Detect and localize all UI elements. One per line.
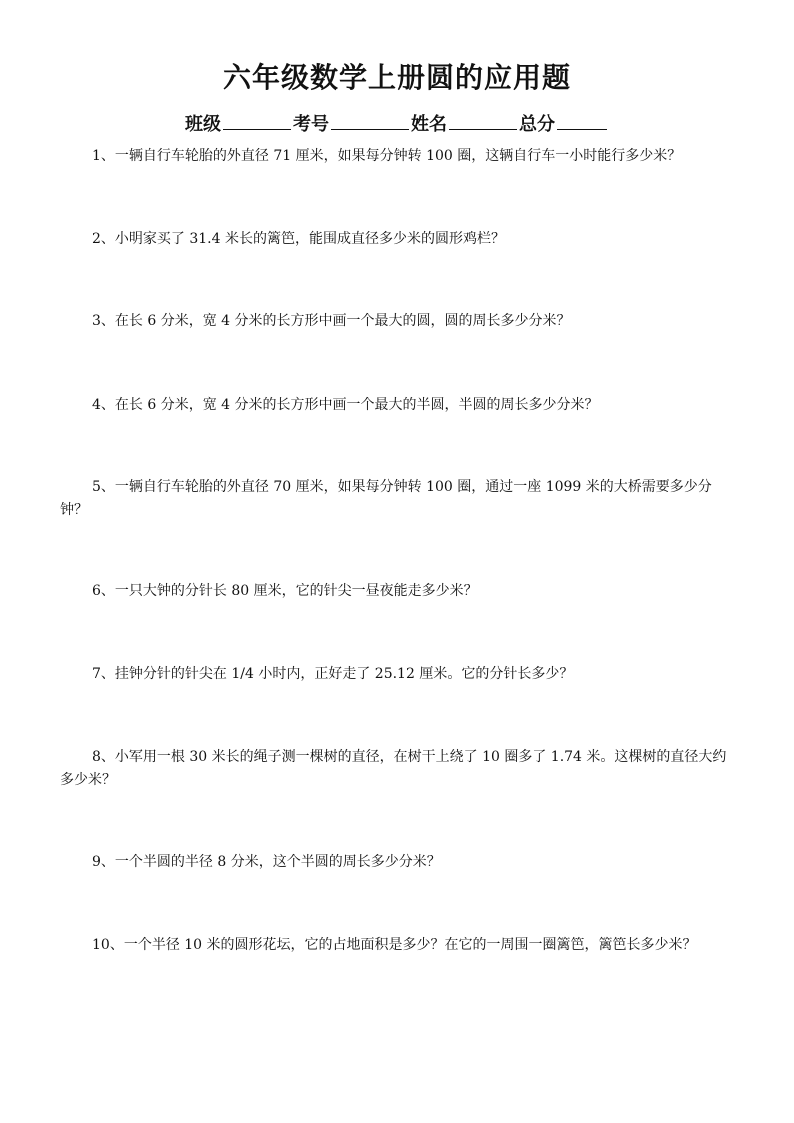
question-4: 4、在长 6 分米，宽 4 分米的长方形中画一个最大的半圆，半圆的周长多少分米？ [92,397,599,413]
class-blank[interactable] [223,111,291,130]
question-1: 1、一辆自行车轮胎的外直径 71 厘米，如果每分钟转 100 圈，这辆自行车一小时能行多少米？ [92,148,682,164]
score-blank[interactable] [557,111,607,130]
name-label: 姓名 [411,114,447,135]
exam-number-label: 考号 [293,114,329,135]
question-5: 5、一辆自行车轮胎的外直径 70 厘米，如果每分钟转 100 圈，通过一座 1099 米的大桥需要多少分钟？ [60,479,712,518]
exam-number-blank[interactable] [331,111,409,130]
class-label: 班级 [185,114,221,135]
question-7: 7、挂钟分针的针尖在 1/4 小时内，正好走了 25.12 厘米。它的分针长多少？ [92,666,574,682]
score-label: 总分 [519,114,555,135]
question-8: 8、小军用一根 30 米长的绳子测一棵树的直径，在树干上绕了 10 圈多了 1.74 米。这棵树的直径大约多少米？ [60,749,727,788]
question-2: 2、小明家买了 31.4 米长的篱笆，能围成直径多少米的圆形鸡栏？ [92,231,505,247]
question-6: 6、一只大钟的分针长 80 厘米，它的针尖一昼夜能走多少米？ [92,583,478,599]
page-title: 六年级数学上册圆的应用题 [222,61,571,94]
question-10: 10、一个半径 10 米的圆形花坛，它的占地面积是多少？在它的一周围一圈篱笆，篱笆长多少米？ [92,937,697,953]
name-blank[interactable] [449,111,517,130]
question-3: 3、在长 6 分米，宽 4 分米的长方形中画一个最大的圆，圆的周长多少分米？ [92,313,571,329]
question-9: 9、一个半圆的半径 8 分米，这个半圆的周长多少分米？ [92,854,441,870]
student-info-line [0,111,794,138]
